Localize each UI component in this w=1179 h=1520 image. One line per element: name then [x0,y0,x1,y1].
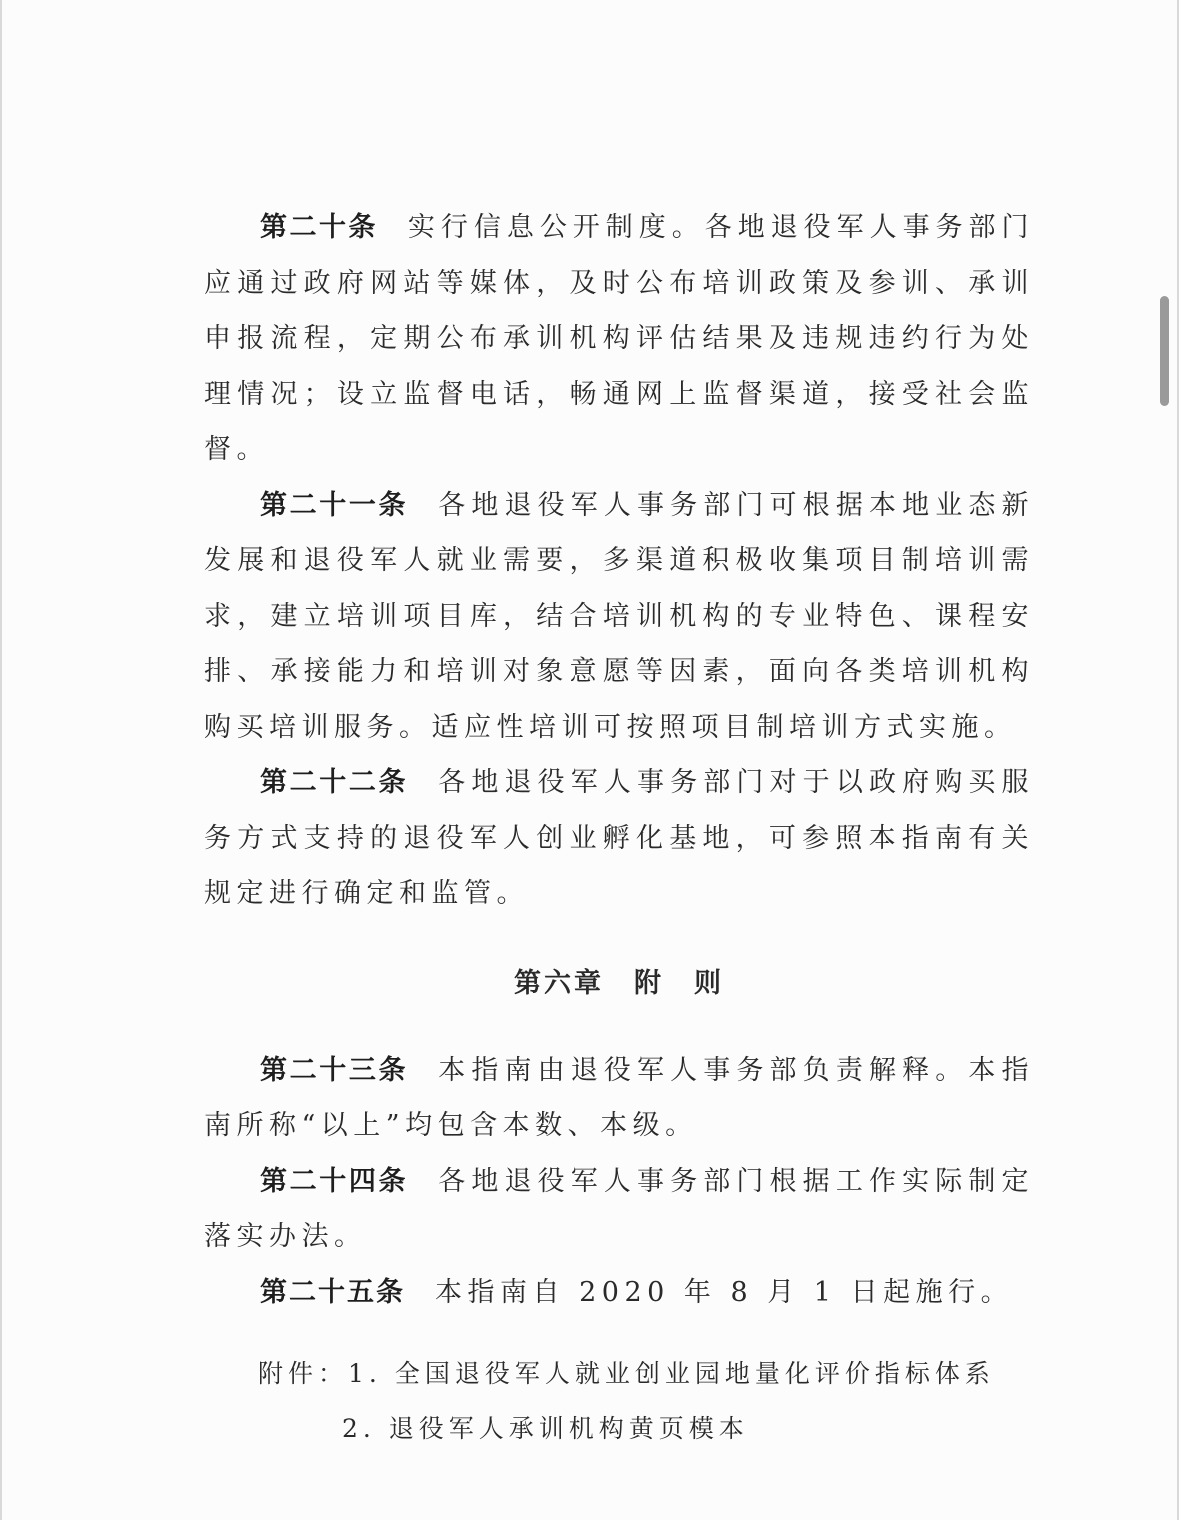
attachment-row-1 [204,1346,1034,1401]
article-label: 第二十二条 [260,767,409,798]
article-22 [204,755,1034,922]
article-label: 第二十五条 [260,1276,405,1308]
article-text: 各地退役军人事务部门根据工作实际制定落实办法。 [204,1165,1035,1252]
article-label: 第二十三条 [260,1054,409,1086]
article-text: 实行信息公开制度。各地退役军人事务部门应通过政府网站等媒体，及时公布培训政策及参训、承训申报流程，定期公布承训机构评估结果及违规违约行为处理情况；设立监督电话，畅通网上监督渠道，接受社会监督。 [204,212,1035,465]
attachment-item: 1. 全国退役军人就业创业园地量化评价指标体系 [348,1359,995,1388]
article-25 [204,1265,1034,1321]
attachments-label: 附件： [258,1359,349,1388]
chapter-heading: 第六章 附 则 [514,967,724,999]
attachment-row-2 [204,1401,1034,1456]
attachment-item: 2. 退役军人承训机构黄页模本 [342,1414,749,1443]
attachments [204,1346,1034,1456]
document-body [204,200,1034,1456]
article-24 [204,1154,1034,1265]
article-label: 第二十一条 [260,489,409,521]
article-20 [204,200,1034,478]
article-23 [204,1043,1034,1154]
article-21 [204,478,1034,756]
article-label: 第二十四条 [260,1165,409,1197]
article-text: 本指南由退役军人事务部负责解释。本指南所称“以上”均包含本数、本级。 [204,1054,1035,1141]
page-left-border [0,0,2,1520]
article-label: 第二十条 [260,212,378,243]
article-text: 本指南自 2020 年 8 月 1 日起施行。 [435,1276,1014,1308]
article-text: 各地退役军人事务部门可根据本地业态新发展和退役军人就业需要，多渠道积极收集项目制培训需求，建立培训项目库，结合培训机构的专业特色、课程安排、承接能力和培训对象意愿等因素，面向各类培训机构购买培训服务。适应性培训可按照项目制培训方式实施。 [204,489,1035,743]
article-text: 各地退役军人事务部门对于以政府购买服务方式支持的退役军人创业孵化基地，可参照本指南有关规定进行确定和监管。 [204,767,1035,909]
vertical-scrollbar[interactable] [1160,296,1169,406]
